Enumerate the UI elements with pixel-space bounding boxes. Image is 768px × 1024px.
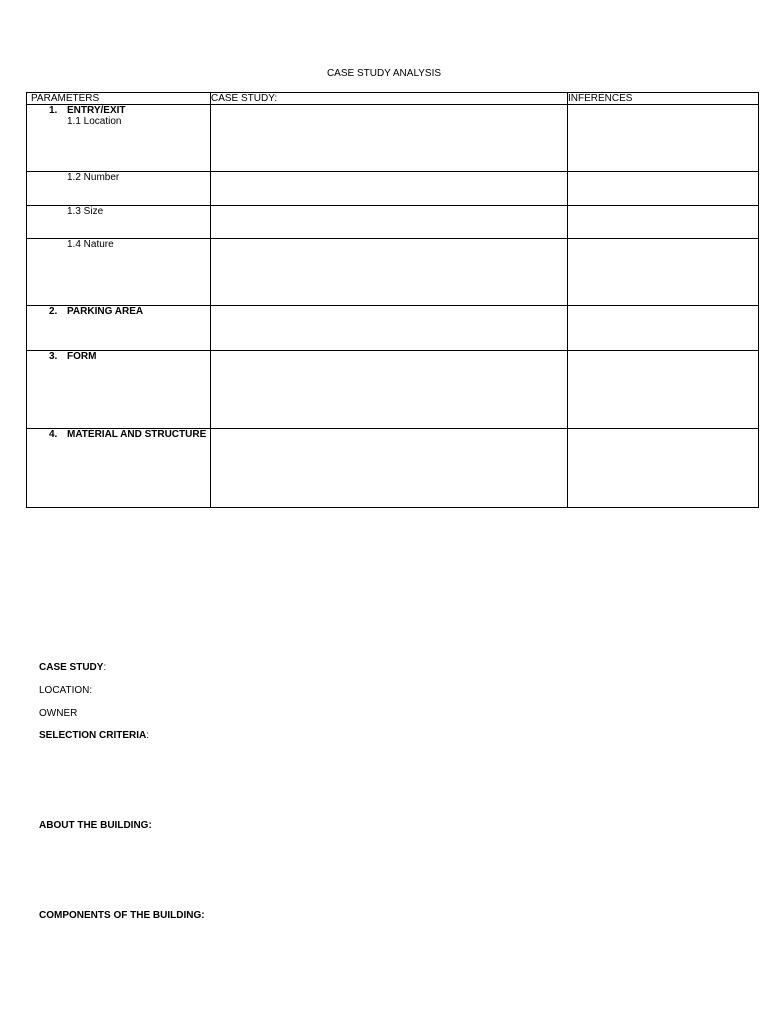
- parameter-cell: [27, 105, 211, 172]
- case-study-cell[interactable]: [211, 429, 568, 508]
- about-building-label: ABOUT THE BUILDING:: [39, 820, 152, 831]
- case-study-cell[interactable]: [211, 306, 568, 351]
- table-row: [27, 172, 759, 206]
- case-study-cell[interactable]: [211, 172, 568, 206]
- parameter-cell: [27, 429, 211, 508]
- owner-label: OWNER: [39, 708, 78, 719]
- table-row: [27, 239, 759, 306]
- header-inferences: INFERENCES: [568, 93, 759, 105]
- header-case-study: CASE STUDY:: [211, 93, 568, 105]
- inferences-cell[interactable]: [568, 429, 759, 508]
- header-parameters: PARAMETERS: [27, 93, 211, 105]
- sub-item-nature: 1.4 Nature: [67, 239, 114, 250]
- section-entry-exit: 1. ENTRY/EXIT: [49, 105, 126, 116]
- inferences-cell[interactable]: [568, 239, 759, 306]
- case-study-cell[interactable]: [211, 239, 568, 306]
- section-material-structure: 4. MATERIAL AND STRUCTURE: [49, 429, 207, 440]
- sub-item-location: 1.1 Location: [67, 116, 122, 127]
- selection-criteria-label: SELECTION CRITERIA:: [39, 730, 150, 741]
- sub-item-number: 1.2 Number: [67, 172, 120, 183]
- inferences-cell[interactable]: [568, 351, 759, 429]
- components-building-label: COMPONENTS OF THE BUILDING:: [39, 910, 205, 921]
- sub-item-size: 1.3 Size: [67, 206, 104, 217]
- parameter-cell: [27, 239, 211, 306]
- table-header-row: [27, 93, 759, 105]
- inferences-cell[interactable]: [568, 172, 759, 206]
- table-row: [27, 351, 759, 429]
- parameter-cell: [27, 306, 211, 351]
- table-row: [27, 429, 759, 508]
- location-label: LOCATION:: [39, 685, 93, 696]
- parameter-cell: [27, 172, 211, 206]
- case-study-cell[interactable]: [211, 351, 568, 429]
- section-form: 3. FORM: [49, 351, 97, 362]
- table-row: [27, 105, 759, 172]
- table-row: [27, 306, 759, 351]
- inferences-cell[interactable]: [568, 105, 759, 172]
- table-row: [27, 206, 759, 239]
- section-parking-area: 2. PARKING AREA: [49, 306, 144, 317]
- inferences-cell[interactable]: [568, 306, 759, 351]
- analysis-table: [26, 92, 759, 508]
- case-study-cell[interactable]: [211, 206, 568, 239]
- inferences-cell[interactable]: [568, 206, 759, 239]
- case-study-label: CASE STUDY:: [39, 662, 107, 673]
- case-study-cell[interactable]: [211, 105, 568, 172]
- parameter-cell: [27, 351, 211, 429]
- parameter-cell: [27, 206, 211, 239]
- page-title: CASE STUDY ANALYSIS: [326, 68, 442, 79]
